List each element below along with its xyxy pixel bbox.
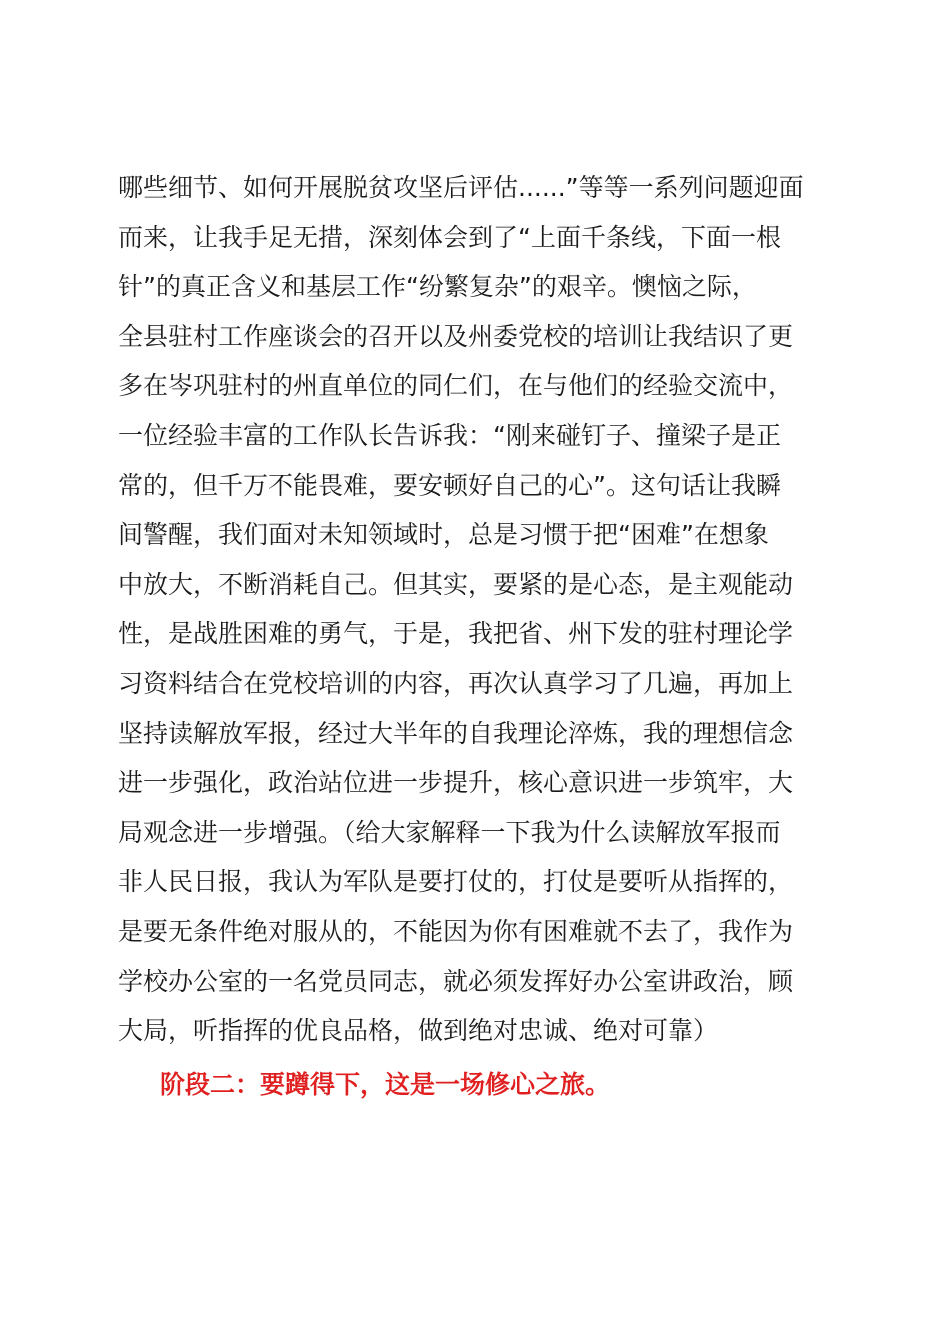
text-line: 多在岑巩驻村的州直单位的同仁们，在与他们的经验交流中， xyxy=(118,371,794,401)
text-line: 间警醒，我们面对未知领域时，总是习惯于把“困难”在想象 xyxy=(118,520,769,550)
body-text xyxy=(118,163,838,1056)
section-heading: 阶段二：要蹲得下，这是一场修心之旅。 xyxy=(160,1070,611,1099)
text-line: 非人民日报，我认为军队是要打仗的，打仗是要听从指挥的， xyxy=(118,867,794,897)
text-line: 一位经验丰富的工作队长告诉我：“刚来碰钉子、撞梁子是正 xyxy=(118,420,781,450)
text-line: 哪些细节、如何开展脱贫攻坚后评估......”等等一系列问题迎面 xyxy=(118,173,804,202)
text-line: 大局，听指挥的优良品格，做到绝对忠诚、绝对可靠） xyxy=(118,1016,719,1046)
text-line: 学校办公室的一名党员同志，就必须发挥好办公室讲政治，顾 xyxy=(118,966,794,996)
text-line: 坚持读解放军报，经过大半年的自我理论淬炼，我的理想信念 xyxy=(118,718,794,748)
text-line: 是要无条件绝对服从的，不能因为你有困难就不去了，我作为 xyxy=(118,916,794,946)
text-line: 而来，让我手足无措，深刻体会到了“上面千条线，下面一根 xyxy=(118,222,781,252)
text-line: 习资料结合在党校培训的内容，再次认真学习了几遍，再加上 xyxy=(118,668,794,698)
text-line: 局观念进一步增强。（给大家解释一下我为什么读解放军报而 xyxy=(118,817,781,847)
text-line: 全县驻村工作座谈会的召开以及州委党校的培训让我结识了更 xyxy=(118,321,794,351)
text-line: 常的，但千万不能畏难，要安顿好自己的心”。这句话让我瞬 xyxy=(118,470,781,500)
text-line: 中放大，不断消耗自己。但其实，要紧的是心态，是主观能动 xyxy=(118,569,794,599)
text-line: 进一步强化，政治站位进一步提升，核心意识进一步筑牢，大 xyxy=(118,768,794,798)
text-line: 针”的真正含义和基层工作“纷繁复杂”的艰辛。懊恼之际， xyxy=(118,272,757,302)
text-line: 性，是战胜困难的勇气，于是，我把省、州下发的驻村理论学 xyxy=(118,619,794,649)
